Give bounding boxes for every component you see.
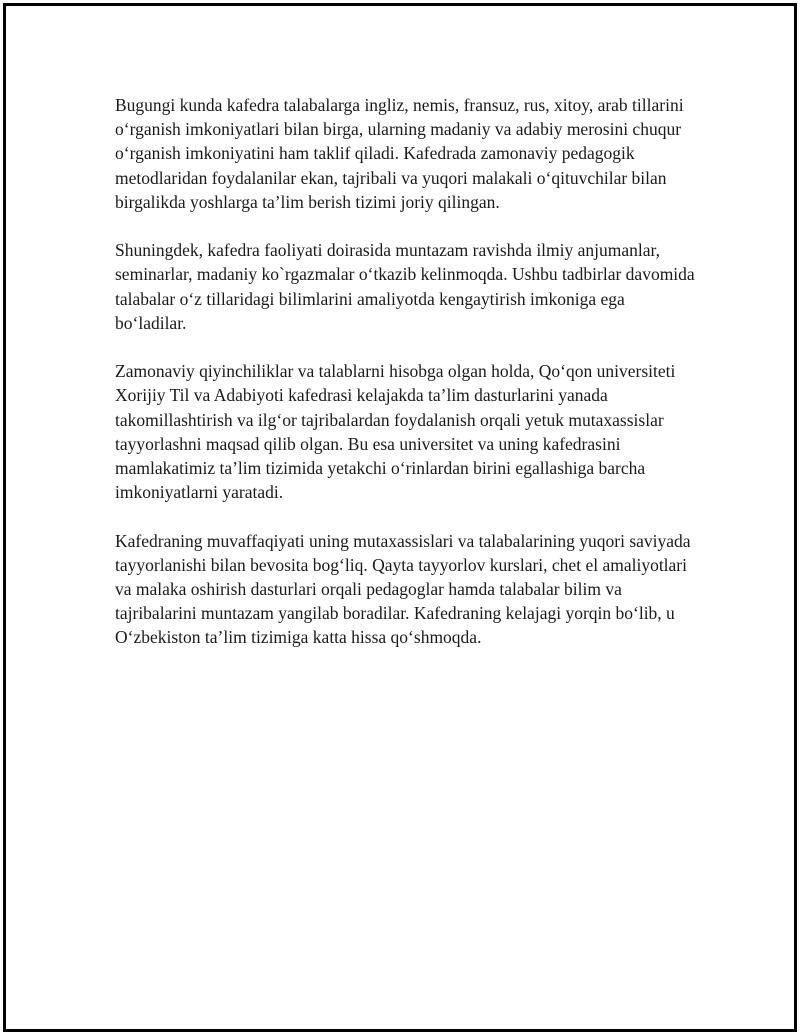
paragraph-1: Bugungi kunda kafedra talabalarga ingliz, nemis, fransuz, rus, xitoy, arab tillarini o‘rganish imkoniyatlari bilan birga, ularning madaniy va adabiy merosini chuqur o‘rganish imkoniyatini ham taklif qiladi. Kafedrada zamonaviy pedagogik metodlaridan foydalanilar ekan, tajribali va yuqori malakali o‘qituvchilar bilan birgalikda yoshlarga ta’lim berish tizimi joriy qilingan. [115,95,684,212]
paragraph-4: Kafedraning muvaffaqiyati uning mutaxassislari va talabalarining yuqori saviyada tayyorlanishi bilan bevosita bog‘liq. Qayta tayyorlov kurslari, chet el amaliyotlari va malaka oshirish dasturlari orqali pedagoglar hamda talabalar bilim va tajribalarini muntazam yangilab boradilar. Kafedraning kelajagi yorqin bo‘lib, u O‘zbekiston ta’lim tizimiga katta hissa qo‘shmoqda. [115,530,691,648]
paragraph-2: Shuningdek, kafedra faoliyati doirasida muntazam ravishda ilmiy anjumanlar, seminarlar, madaniy ko`rgazmalar o‘tkazib kelinmoqda. Ushbu tadbirlar davomida talabalar o‘z tillaridagi bilimlarini amaliyotda kengaytirish imkoniga ega bo‘ladilar. [115,240,695,333]
paragraph-3: Zamonaviy qiyinchiliklar va talablarni hisobga olgan holda, Qo‘qon universiteti Xorijiy Til va Adabiyoti kafedrasi kelajakda ta’lim dasturlarini yanada takomillashtirish va ilg‘or tajribalardan foydalanish orqali yetuk mutaxassislar tayyorlashni maqsad qilib olgan. Bu esa universitet va uning kafedrasini mamlakatimiz ta’lim tizimida yetakchi o‘rinlardan birini egallashiga barcha imkoniyatlarni yaratadi. [115,361,676,503]
document-body [115,93,695,674]
